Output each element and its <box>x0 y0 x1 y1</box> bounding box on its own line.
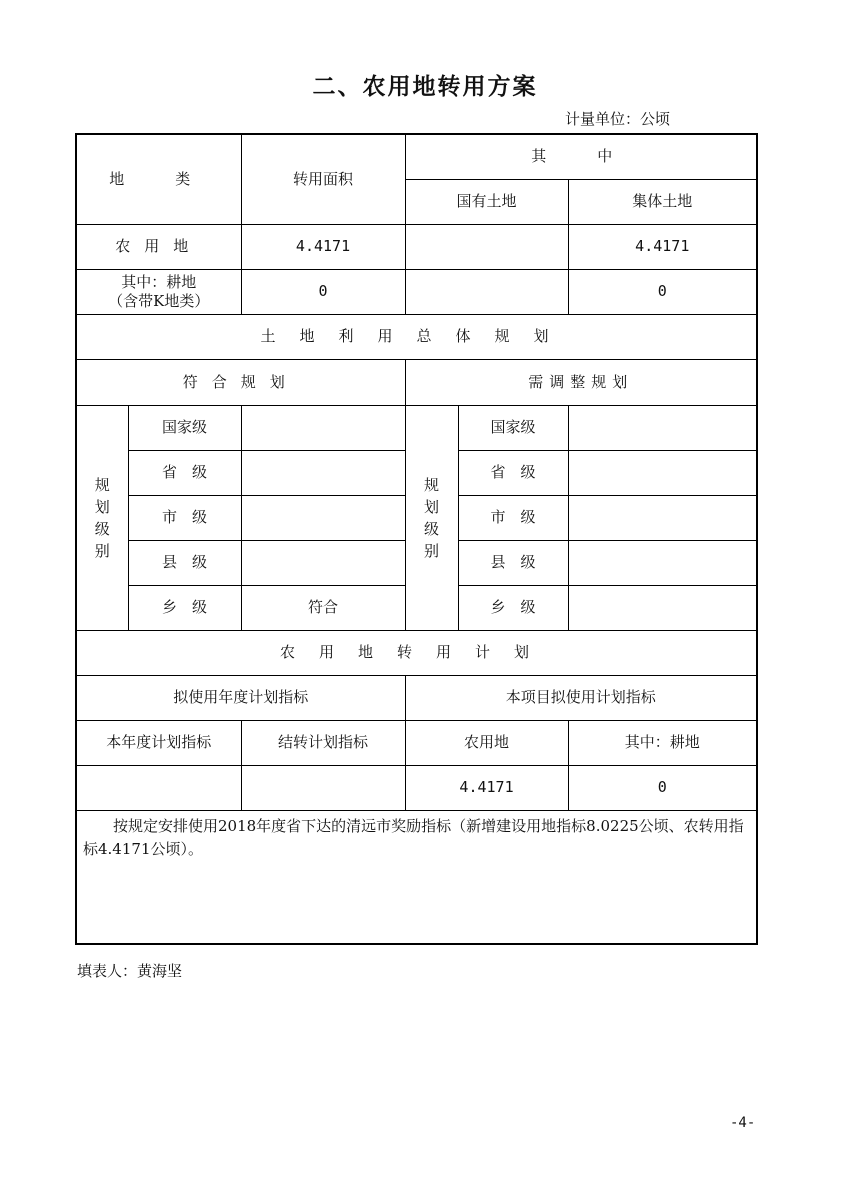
section-conversion-plan: 农用地转用计划 <box>76 630 757 675</box>
header-converted-area: 转用面积 <box>241 134 405 224</box>
right-value-city <box>568 495 757 540</box>
right-value-province <box>568 450 757 495</box>
header-state-land: 国有土地 <box>405 179 568 224</box>
left-value-county <box>241 540 405 585</box>
right-level-township: 乡 级 <box>458 585 568 630</box>
adjust-plan-header: 需调整规划 <box>405 359 757 405</box>
left-level-county: 县 级 <box>128 540 241 585</box>
right-level-province: 省 级 <box>458 450 568 495</box>
project-quota-header: 本项目拟使用计划指标 <box>405 675 757 720</box>
header-of-which: 其 中 <box>405 134 757 179</box>
right-value-township <box>568 585 757 630</box>
page-title: 二、农用地转用方案 <box>312 74 538 100</box>
right-level-national: 国家级 <box>458 405 568 450</box>
right-level-label: 规划级别 <box>405 405 458 630</box>
right-level-city: 市 级 <box>458 495 568 540</box>
filler-name: 填表人：黄海坚 <box>77 962 183 980</box>
right-value-county <box>568 540 757 585</box>
col-cultivated: 其中：耕地 <box>568 720 757 765</box>
row-cultivated-label-line2: （含带K地类） <box>108 291 210 310</box>
left-value-national <box>241 405 405 450</box>
row-cultivated-label-line1: 其中：耕地 <box>121 272 197 291</box>
row-farmland-label: 农用地 <box>76 224 241 269</box>
col-this-year: 本年度计划指标 <box>76 720 241 765</box>
val-cultivated: 0 <box>568 765 757 810</box>
right-value-national <box>568 405 757 450</box>
note-text: 按规定安排使用2018年度省下达的清远市奖励指标（新增建设用地指标8.0225公顷、农转用指标4.4171公顷）。 <box>76 810 757 944</box>
unit-label: 计量单位：公顷 <box>564 110 670 128</box>
val-carry-over <box>241 765 405 810</box>
row-cultivated-area: 0 <box>241 269 405 314</box>
row-cultivated-label <box>76 269 241 314</box>
left-value-township: 符合 <box>241 585 405 630</box>
row-farmland-state <box>405 224 568 269</box>
header-land-type: 地 类 <box>76 134 241 224</box>
compliant-plan-header: 符合规划 <box>76 359 405 405</box>
conversion-table <box>75 133 758 945</box>
section-overall-plan: 土地利用总体规划 <box>76 314 757 359</box>
left-level-label: 规划级别 <box>76 405 128 630</box>
val-this-year <box>76 765 241 810</box>
row-farmland-area: 4.4171 <box>241 224 405 269</box>
page-number: -4- <box>730 1115 756 1131</box>
left-level-township: 乡 级 <box>128 585 241 630</box>
right-level-county: 县 级 <box>458 540 568 585</box>
left-level-national: 国家级 <box>128 405 241 450</box>
annual-quota-header: 拟使用年度计划指标 <box>76 675 405 720</box>
left-level-city: 市 级 <box>128 495 241 540</box>
row-cultivated-state <box>405 269 568 314</box>
header-collective-land: 集体土地 <box>568 179 757 224</box>
left-value-city <box>241 495 405 540</box>
left-value-province <box>241 450 405 495</box>
val-farmland: 4.4171 <box>405 765 568 810</box>
col-farmland: 农用地 <box>405 720 568 765</box>
row-farmland-collective: 4.4171 <box>568 224 757 269</box>
row-cultivated-collective: 0 <box>568 269 757 314</box>
left-level-province: 省 级 <box>128 450 241 495</box>
col-carry-over: 结转计划指标 <box>241 720 405 765</box>
